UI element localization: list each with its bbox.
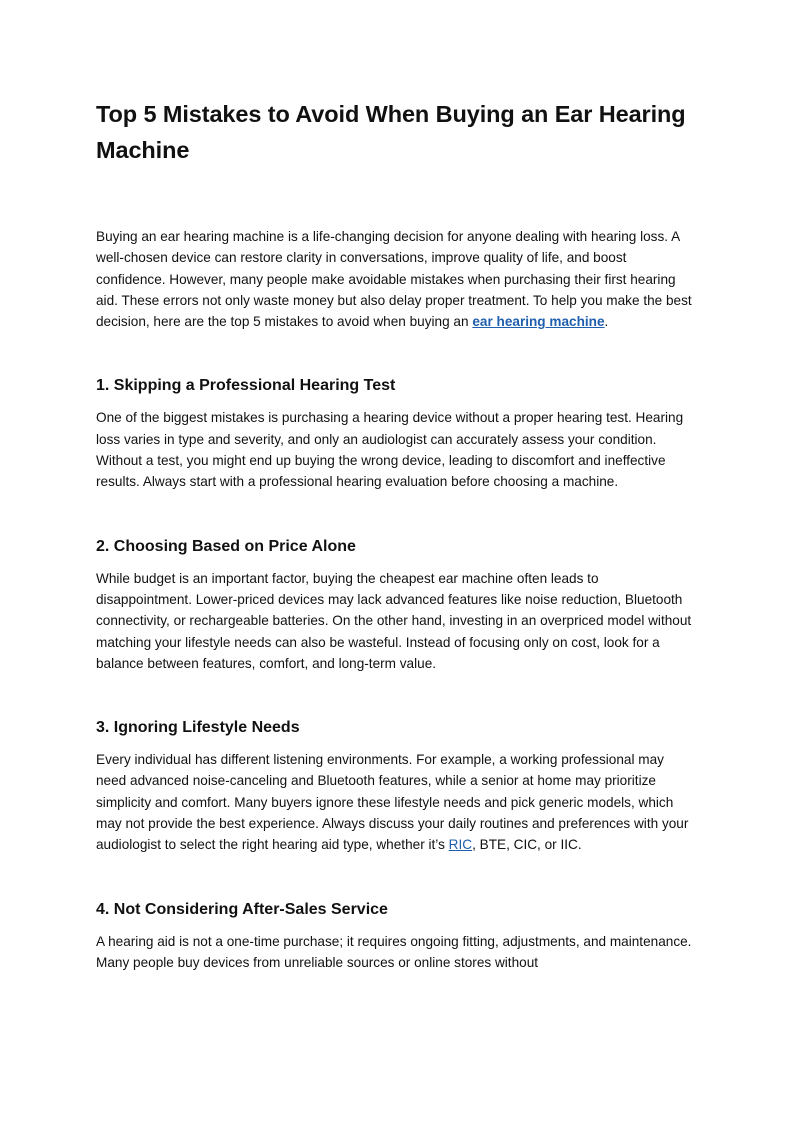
intro-paragraph [96, 226, 696, 332]
section-heading: 2. Choosing Based on Price Alone [96, 537, 356, 555]
document-title: Top 5 Mistakes to Avoid When Buying an Ear Hearing Machine [96, 101, 686, 163]
ear-hearing-machine-link[interactable]: ear hearing machine [472, 314, 605, 330]
ric-link[interactable]: RIC [448, 837, 473, 853]
document-page [96, 96, 696, 973]
section-2 [96, 536, 696, 674]
section-body-text-end: , BTE, CIC, or IIC. [472, 837, 582, 853]
section-body: While budget is an important factor, buying the cheapest ear machine often leads to disappointment. Lower-priced devices may lack advanced features like noise reduction, Bluetooth connectivity, or rechargeable batteries. On the other hand, investing in an overpriced model without matching your lifestyle needs can also be wasteful. Instead of focusing only on cost, look for a balance between features, comfort, and long-term value. [96, 570, 692, 671]
section-heading: 1. Skipping a Professional Hearing Test [96, 377, 396, 395]
section-heading: 4. Not Considering After-Sales Service [96, 900, 388, 918]
section-body: One of the biggest mistakes is purchasing a hearing device without a proper hearing test. Hearing loss varies in type and severity, and only an audiologist can accurately assess your condition. Without a test, you might end up buying the wrong device, leading to discomfort and ineffective results. Always start with a professional hearing evaluation before choosing a machine. [96, 410, 684, 490]
section-body: A hearing aid is not a one-time purchase; it requires ongoing fitting, adjustments, and maintenance. Many people buy devices from unreliable sources or online stores without [96, 933, 692, 970]
section-body-text: Every individual has different listening environments. For example, a working professional may need advanced noise-canceling and Bluetooth features, while a senior at home may prioritize simplicity and comfort. Many buyers ignore these lifestyle needs and pick generic models, which may not provide the best experience. Always discuss your daily routines and preferences with your audiologist to select the right hearing aid type, whether it’s [96, 752, 689, 853]
section-4 [96, 899, 696, 974]
intro-text-end: . [604, 314, 609, 330]
section-3 [96, 717, 696, 855]
section-heading: 3. Ignoring Lifestyle Needs [96, 719, 300, 737]
section-body [96, 749, 696, 855]
intro-text: Buying an ear hearing machine is a life-changing decision for anyone dealing with hearing loss. A well-chosen device can restore clarity in conversations, improve quality of life, and boost confidence. However, many people make avoidable mistakes when purchasing their first hearing aid. These errors not only waste money but also delay proper treatment. To help you make the best decision, here are the top 5 mistakes to avoid when buying an [96, 229, 692, 330]
section-1 [96, 375, 696, 492]
